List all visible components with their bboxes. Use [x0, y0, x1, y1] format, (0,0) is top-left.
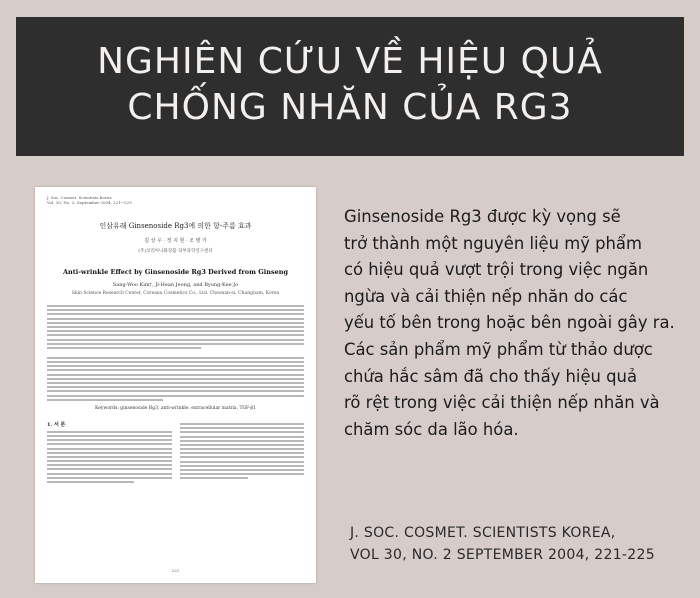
paper-text-line [47, 390, 304, 392]
paper-text-line [180, 477, 248, 479]
description-line: Các sản phẩm mỹ phẩm từ thảo dược [344, 339, 653, 359]
paper-text-line [180, 431, 305, 433]
paper-text-line [47, 481, 134, 483]
citation-line-1: J. SOC. COSMET. SCIENTISTS KOREA, [350, 525, 616, 541]
paper-text-line [47, 347, 201, 349]
paper-text-line [47, 452, 172, 454]
paper-english-affiliation: Skin Science Research Center, Coreana Cosmetics Co., Ltd. Cheonan-si, Chungnam, Korea [71, 291, 280, 296]
paper-text-line [47, 460, 172, 462]
paper-right-column [180, 421, 305, 485]
paper-text-line [180, 461, 305, 463]
paper-section-heading: 1. 서 론 [47, 421, 66, 428]
paper-korean-authors: 김 상 우 · 정 지 현 · 조 병 기 [144, 238, 207, 244]
paper-text-line [47, 468, 172, 470]
paper-text-line [47, 431, 172, 433]
paper-text-line [47, 443, 172, 445]
paper-text-line [180, 448, 305, 450]
paper-text-line [47, 399, 163, 401]
paper-english-title: Anti-wrinkle Effect by Ginsenoside Rg3 Derived from Ginseng [62, 268, 289, 276]
paper-text-line [180, 452, 305, 454]
banner-title-line-2: CHỐNG NHĂN CỦA RG3 [127, 87, 573, 128]
citation [350, 522, 690, 566]
paper-text-line [47, 395, 304, 397]
paper-text-line [47, 318, 304, 320]
paper-keywords: Keywords: ginsenoside Rg3, anti-wrinkle, extracellular matrix, TGF-β1 [95, 405, 256, 411]
description-line: trở thành một nguyên liệu mỹ phẩm [344, 233, 642, 253]
paper-text-line [180, 456, 305, 458]
paper-text-line [47, 439, 172, 441]
paper-text-line [47, 313, 304, 315]
paper-text-line [47, 374, 304, 376]
description-line: chăm sóc da lão hóa. [344, 419, 519, 439]
description-line: chứa hắc sâm đã cho thấy hiệu quả [344, 366, 637, 386]
paper-text-line [47, 322, 304, 324]
paper-page-number: 221 [171, 568, 180, 573]
citation-line-2: VOL 30, NO. 2 SEPTEMBER 2004, 221-225 [350, 547, 655, 563]
paper-english-authors: Sang-Woo Kim†, Ji-Hean Jeong, and Byung-Kee Jo [112, 282, 239, 288]
paper-korean-title: 인삼유래 Ginsenoside Rg3에 의한 항-주름 효과 [99, 222, 252, 230]
description-line: rõ rệt trong việc cải thiện nếp nhăn và [344, 393, 660, 413]
description-line: yếu tố bên trong hoặc bên ngoài gây ra. [344, 313, 675, 333]
paper-text-line [47, 330, 304, 332]
paper-abstract-english [47, 357, 304, 401]
paper-text-line [47, 339, 304, 341]
paper-korean-affiliation: (주)코리아나화장품 피부과학연구센터 [138, 249, 213, 254]
paper-text-line [180, 444, 305, 446]
paper-journal-line-1: J. Soc. Cosmet. Scientists Korea [47, 195, 112, 200]
paper-abstract-korean [47, 305, 304, 349]
paper-text-line [47, 448, 172, 450]
paper-journal-line-2: Vol. 30, No. 2, September 2004, 221~225 [47, 200, 132, 205]
paper-text-line [47, 435, 172, 437]
paper-text-line [47, 386, 304, 388]
paper-text-line [180, 423, 305, 425]
paper-text-line [180, 427, 305, 429]
paper-text-line [180, 469, 305, 471]
title-banner [16, 17, 684, 156]
paper-left-column-text [47, 431, 172, 483]
paper-text-line [47, 357, 304, 359]
paper-text-line [180, 436, 305, 438]
paper-text-line [47, 309, 304, 311]
paper-text-line [47, 369, 304, 371]
description-line: ngừa và cải thiện nếp nhăn do các [344, 286, 628, 306]
paper-text-line [180, 440, 305, 442]
paper-text-line [47, 326, 304, 328]
paper-text-line [47, 464, 172, 466]
banner-title-line-1: NGHIÊN CỨU VỀ HIỆU QUẢ [97, 41, 603, 82]
paper-text-line [47, 361, 304, 363]
paper-text-line [47, 343, 304, 345]
paper-text-line [47, 378, 304, 380]
description-text [344, 204, 689, 443]
paper-left-column [47, 421, 172, 485]
paper-text-line [47, 456, 172, 458]
paper-text-line [47, 473, 172, 475]
paper-text-line [180, 473, 305, 475]
paper-text-line [47, 305, 304, 307]
description-line: có hiệu quả vượt trội trong việc ngăn [344, 260, 649, 280]
paper-right-column-text [180, 423, 305, 479]
paper-text-line [47, 365, 304, 367]
paper-body-columns [47, 421, 304, 485]
paper-text-line [180, 465, 305, 467]
paper-text-line [47, 334, 304, 336]
paper-thumbnail [35, 187, 316, 583]
description-line: Ginsenoside Rg3 được kỳ vọng sẽ [344, 207, 621, 226]
paper-text-line [47, 382, 304, 384]
paper-text-line [47, 477, 172, 479]
